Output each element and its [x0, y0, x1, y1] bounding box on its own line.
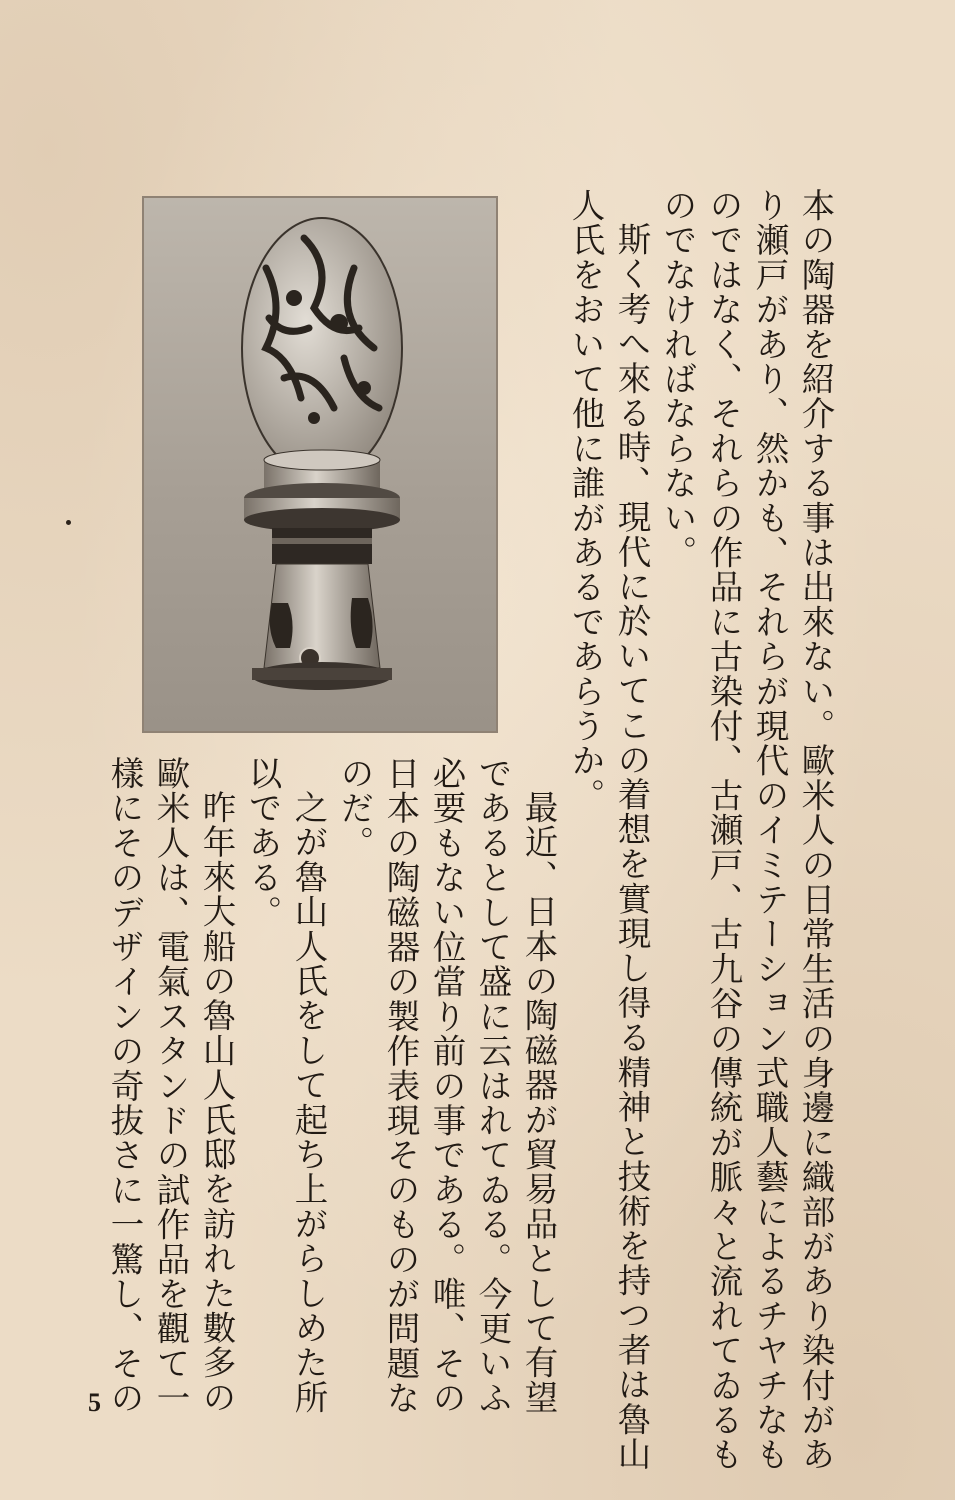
lower-text-column-5: のだ。 — [335, 756, 374, 861]
lower-text-column-10: 樣にそのデザインの奇抜さに一驚し、その — [105, 756, 144, 1416]
lower-text-column-6: 之が魯山人氏をして起ち上がらしめた所 — [289, 790, 328, 1415]
lower-text-column-7: 以である。 — [243, 756, 282, 930]
paper-speck — [66, 520, 71, 525]
lower-text-column-4: 日本の陶磁器の製作表現そのものが問題な — [381, 756, 420, 1416]
page-number: 5 — [88, 1388, 101, 1417]
lower-text-column-2: であるとして盛に云はれてゐる。今更いふ — [473, 756, 512, 1416]
lower-text-column-3: 必要もない位當り前の事である。唯、その — [427, 756, 466, 1416]
lower-text-column-8: 昨年來大船の魯山人氏邸を訪れた數多の — [197, 790, 236, 1415]
lower-text-column-9: 歐米人は、電氣スタンドの試作品を觀て一 — [151, 756, 190, 1416]
lamp-stand-photo — [142, 196, 498, 733]
upper-text-column-6: 人氏をおいて他に誰があるであらうか。 — [566, 188, 605, 813]
upper-text-column-1: 本の陶器を紹介する事は出來ない。歐米人の日常生活の身邊に織部があり染付があ — [796, 188, 835, 1472]
upper-text-column-2: り瀬戸があり、然かも、それらが現代のイミテーション式職人藝によるチヤチなも — [750, 188, 789, 1472]
ceramic-lamp-illustration — [144, 198, 496, 731]
lower-text-column-1: 最近、日本の陶磁器が貿易品として有望 — [519, 790, 558, 1415]
upper-text-column-3: のではなく、それらの作品に古染付、古瀬戸、古九谷の傳統が脈々と流れてゐるも — [704, 188, 743, 1472]
upper-text-column-4: のでなければならない。 — [658, 188, 697, 570]
upper-text-column-5: 斯く考へ來る時、現代に於いてこの着想を實現し得る精神と技術を持つ者は魯山 — [612, 222, 651, 1472]
